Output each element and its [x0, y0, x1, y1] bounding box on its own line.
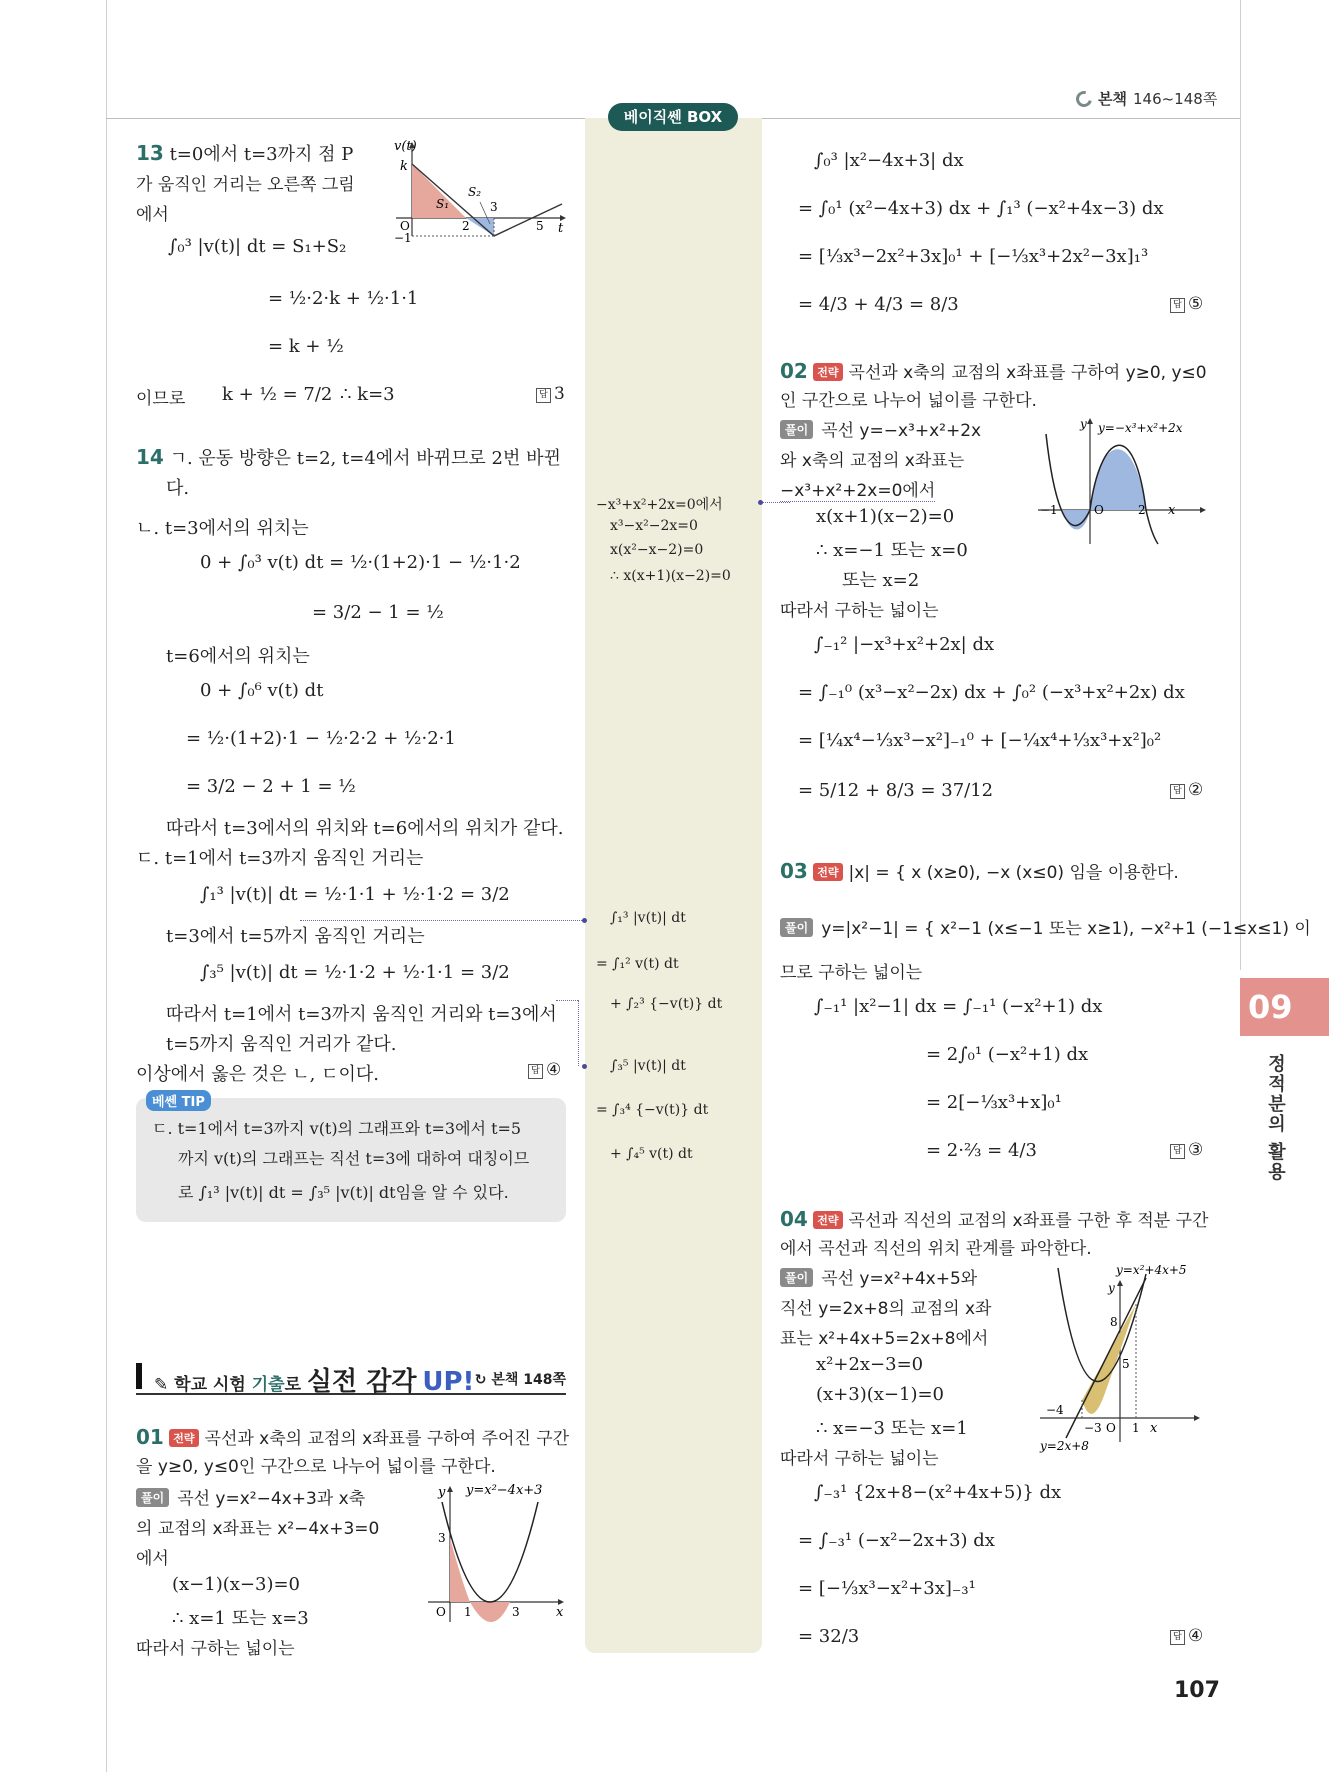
reference-arrow-icon: ↻: [474, 1372, 492, 1388]
p02-line: 곡선 y=−x³+x²+2x: [821, 421, 982, 441]
basic-box-column: [585, 118, 762, 1653]
p04-answer: [1170, 1626, 1203, 1646]
box-note: ∴ x(x+1)(x−2)=0: [610, 568, 731, 584]
x-axis-label: x: [1168, 503, 1176, 518]
p01-equation: ∫₀³ |x²−4x+3| dx: [814, 150, 964, 171]
y-intercept-8-label: 8: [1110, 1315, 1118, 1329]
page-right-border: [1240, 0, 1241, 970]
p14-line: t=3에서 t=5까지 움직인 거리는: [166, 926, 425, 947]
p14-equation: ∫₁³ |v(t)| dt = ½·1·1 + ½·1·2 = 3/2: [200, 884, 510, 905]
answer-mark-icon: 답: [1170, 298, 1185, 313]
p03-equation: = 2[−⅓x³+x]₀¹: [926, 1092, 1062, 1113]
section-header: [136, 1355, 566, 1395]
connector-line: [300, 920, 584, 921]
p03-line: 므로 구하는 넓이는: [780, 963, 923, 983]
connector-line: [760, 502, 790, 503]
box-note: x³−x²−2x=0: [610, 518, 698, 534]
box-note: = ∫₃⁴ {−v(t)} dt: [596, 1102, 709, 1118]
p02-strategy: 곡선과 x축의 교점의 x좌표를 구하여 y≥0, y≤0: [848, 363, 1207, 383]
p14-line: 따라서 t=3에서의 위치와 t=6에서의 위치가 같다.: [166, 818, 564, 839]
p01-line: ∴ x=1 또는 x=3: [172, 1608, 309, 1629]
p14-line: 이상에서 옳은 것은 ㄴ, ㄷ이다.: [136, 1064, 379, 1085]
p14-line: ㄷ. t=1에서 t=3까지 움직인 거리는: [136, 848, 424, 869]
origin-label: O: [436, 1605, 446, 1619]
p01-equation: = ∫₀¹ (x²−4x+3) dx + ∫₁³ (−x²+4x−3) dx: [798, 198, 1164, 219]
origin-label: O: [400, 219, 410, 233]
connector-line: [578, 1000, 579, 1066]
x-axis-label: x: [1150, 1421, 1158, 1436]
p14-equation: 0 + ∫₀⁶ v(t) dt: [200, 680, 324, 701]
s2-label: S₂: [468, 185, 482, 199]
origin-label: O: [1094, 503, 1104, 517]
tip-badge: 베쎈 TIP: [146, 1090, 211, 1111]
x-axis-arrow-icon: [1200, 507, 1206, 513]
p02-equation: = 5/12 + 8/3 = 37/12: [798, 780, 994, 801]
curve-label: y=−x³+x²+2x: [1098, 421, 1183, 435]
box-note: ∫₃⁵ |v(t)| dt: [610, 1058, 686, 1074]
connector-dot: [582, 1064, 587, 1069]
box-note: −x³+x²+2x=0에서: [596, 497, 723, 513]
s1-label: S₁: [436, 197, 450, 211]
section-title-part: 학교 시험: [174, 1375, 246, 1395]
p01-answer: [1170, 294, 1203, 314]
y-axis-arrow-icon: [1117, 1280, 1123, 1286]
strategy-tag: 전략: [813, 363, 842, 381]
p02-line: 따라서 구하는 넓이는: [780, 601, 939, 621]
solution-tag: 풀이: [780, 918, 813, 937]
problem-number: 13: [136, 141, 164, 165]
answer-mark-icon: 답: [1170, 1630, 1185, 1645]
x-axis-arrow-icon: [1194, 1415, 1200, 1421]
root-minus-1-label: −1: [1040, 503, 1058, 517]
p01-equation: = [⅓x³−2x²+3x]₀¹ + [−⅓x³+2x²−3x]₁³: [798, 246, 1149, 267]
box-note: ∫₁³ |v(t)| dt: [610, 910, 686, 926]
box-note: x(x²−x−2)=0: [610, 542, 704, 558]
p03-strategy: |x| = { x (x≥0), −x (x≤0) 임을 이용한다.: [848, 863, 1179, 883]
y-axis-label: y: [438, 1485, 446, 1500]
p14-line: ㄴ. t=3에서의 위치는: [136, 518, 309, 539]
p14-answer-value: ④: [546, 1060, 562, 1080]
section-title: [154, 1361, 474, 1398]
area-region: [450, 1538, 470, 1602]
answer-mark-icon: 답: [528, 1064, 543, 1079]
p04-strategy: 에서 곡선과 직선의 위치 관계를 파악한다.: [780, 1239, 1092, 1259]
p14-line: t=5까지 움직인 거리가 같다.: [166, 1034, 397, 1055]
curve-label: y=x²−4x+3: [466, 1483, 543, 1498]
p04-equation: = ∫₋₃¹ (−x²−2x+3) dx: [798, 1530, 995, 1551]
p01-line: 의 교점의 x좌표는 x²−4x+3=0: [136, 1519, 380, 1539]
connector-line: [556, 1000, 578, 1001]
solution-tag: 풀이: [136, 1488, 169, 1507]
p14-line: t=6에서의 위치는: [166, 646, 310, 667]
origin-label: O: [1106, 1421, 1116, 1435]
p14-line: 다.: [166, 478, 190, 499]
problem-number: 04: [780, 1207, 808, 1231]
curve-label: y=x²+4x+5: [1116, 1263, 1187, 1277]
p02-equation: = ∫₋₁⁰ (x³−x²−2x) dx + ∫₀² (−x³+x²+2x) dx: [798, 682, 1185, 703]
p02-line: ∴ x=−1 또는 x=0: [816, 540, 968, 561]
p02-line: x(x+1)(x−2)=0: [816, 506, 955, 527]
p02-answer-value: ②: [1188, 780, 1204, 800]
tick-3-label: 3: [490, 200, 498, 214]
root-1-label: 1: [464, 1605, 472, 1619]
v-label: v(t): [394, 139, 417, 154]
p03-equation: ∫₋₁¹ |x²−1| dx = ∫₋₁¹ (−x²+1) dx: [814, 996, 1103, 1017]
p14-equation: = ½·(1+2)·1 − ½·2·2 + ½·2·1: [186, 728, 456, 749]
solution-tag: 풀이: [780, 1268, 813, 1287]
header-ref-label: 본책: [1098, 90, 1127, 108]
s2-region: [466, 218, 494, 236]
p13-velocity-graph: [386, 138, 576, 248]
y-axis-label: y: [1108, 1281, 1115, 1295]
section-ref-text: 본책 148쪽: [491, 1372, 566, 1388]
chapter-tab: 09: [1240, 978, 1329, 1036]
p03-equation: = 2∫₀¹ (−x²+1) dx: [926, 1044, 1089, 1065]
section-bar: [136, 1363, 142, 1389]
p14-line: ㄱ. 운동 방향은 t=2, t=4에서 바뀌므로 2번 바뀐: [169, 448, 561, 469]
box-note: + ∫₂³ {−v(t)} dt: [610, 996, 723, 1012]
strategy-tag: 전략: [169, 1429, 198, 1447]
tip-line: 로 ∫₁³ |v(t)| dt = ∫₃⁵ |v(t)| dt임을 알 수 있다.: [178, 1183, 509, 1202]
p13-equation: ∫₀³ |v(t)| dt = S₁+S₂: [168, 236, 347, 257]
p03-answer-value: ③: [1188, 1140, 1204, 1160]
tip-line: 까지 v(t)의 그래프는 직선 t=3에 대하여 대칭이므: [178, 1149, 530, 1168]
k-label: k: [400, 159, 408, 174]
x-axis-label: x: [556, 1605, 564, 1620]
section-title-part: 로: [284, 1375, 301, 1395]
p03-answer: [1170, 1140, 1203, 1160]
answer-mark-icon: 답: [1170, 1144, 1185, 1159]
area-region-positive: [1090, 449, 1146, 510]
t-axis-label: t: [558, 221, 564, 236]
problem-number: 14: [136, 445, 164, 469]
root-2-label: 2: [1138, 503, 1146, 517]
p04-strategy: 곡선과 직선의 교점의 x좌표를 구한 후 적분 구간: [848, 1211, 1209, 1231]
p02-line: 와 x축의 교점의 x좌표는: [780, 451, 965, 471]
root-minus-3-label: −3: [1084, 1421, 1102, 1435]
p04-equation: ∫₋₃¹ {2x+8−(x²+4x+5)} dx: [814, 1482, 1062, 1503]
tip-line: ㄷ. t=1에서 t=3까지 v(t)의 그래프와 t=3에서 t=5: [152, 1119, 522, 1138]
p03-equation: = 2·⅔ = 4/3: [926, 1140, 1037, 1161]
p02-cubic-graph: [1034, 414, 1214, 548]
y-intercept-5-label: 5: [1122, 1357, 1130, 1371]
p01-strategy: 을 y≥0, y≤0인 구간으로 나누어 넓이를 구한다.: [136, 1457, 496, 1477]
answer-mark-icon: 답: [536, 388, 551, 403]
header-ref-pages: 146~148쪽: [1132, 90, 1218, 108]
header-reference: [1076, 88, 1217, 109]
p14-line: 따라서 t=1에서 t=3까지 움직인 거리와 t=3에서: [166, 1004, 557, 1025]
connector-dot: [582, 918, 587, 923]
area-region: [470, 1602, 510, 1622]
y-axis-label: y: [1080, 417, 1087, 431]
minus-one-label: −1: [394, 231, 412, 245]
p13-equation: = k + ½: [268, 336, 344, 357]
tick-minus-4-label: −4: [1046, 1403, 1064, 1417]
p13-equation: = ½·2·k + ½·1·1: [268, 288, 419, 309]
chapter-title: 정적분의 활용: [1265, 1054, 1286, 1183]
p03-line: y=|x²−1| = { x²−1 (x≤−1 또는 x≥1), −x²+1 (−1≤x≤1) 이: [821, 919, 1311, 939]
p02-equation: ∫₋₁² |−x³+x²+2x| dx: [814, 634, 995, 655]
p02-line: 또는 x=2: [842, 570, 920, 591]
p13-answer-value: 3: [554, 384, 565, 404]
p13-line: 이므로: [136, 389, 186, 409]
p04-line: ∴ x=−3 또는 x=1: [816, 1418, 968, 1439]
p13-answer: [536, 384, 565, 404]
p04-line: (x+3)(x−1)=0: [816, 1384, 944, 1405]
box-note: + ∫₄⁵ v(t) dt: [610, 1146, 693, 1162]
p14-equation: 0 + ∫₀³ v(t) dt = ½·(1+2)·1 − ½·1·2: [200, 552, 521, 573]
problem-number: 01: [136, 1425, 164, 1449]
strategy-tag: 전략: [813, 1211, 842, 1229]
root-1-label: 1: [1132, 1421, 1140, 1435]
p01-line: 따라서 구하는 넓이는: [136, 1639, 295, 1659]
basic-box-badge: 베이직쎈 BOX: [608, 103, 738, 131]
y-axis-arrow-icon: [1087, 418, 1093, 424]
p02-answer: [1170, 780, 1203, 800]
p01-strategy: 곡선과 x축의 교점의 x좌표를 구하여 주어진 구간: [204, 1429, 570, 1449]
line-label: y=2x+8: [1040, 1439, 1089, 1453]
p01-answer-value: ⑤: [1188, 294, 1204, 314]
p01-equation: = 4/3 + 4/3 = 8/3: [798, 294, 959, 315]
p14-equation: = 3/2 − 2 + 1 = ½: [186, 776, 356, 797]
strategy-tag: 전략: [813, 863, 842, 881]
p13-conclusion: ∴ k=3: [340, 384, 395, 405]
p13-line: 가 움직인 거리는 오른쪽 그림: [136, 175, 355, 195]
section-title-part: 기출: [251, 1375, 285, 1395]
p04-parabola-line-graph: [1036, 1262, 1216, 1454]
reference-arrow-icon: [1073, 88, 1095, 110]
p04-line: 따라서 구하는 넓이는: [780, 1449, 939, 1469]
solution-tag: 풀이: [780, 420, 813, 439]
root-3-label: 3: [512, 1605, 520, 1619]
p13-line: t=0에서 t=3까지 점 P: [169, 144, 354, 165]
page-left-border: [106, 0, 107, 1772]
p01-line: 곡선 y=x²−4x+3과 x축: [177, 1489, 366, 1509]
p14-equation: = 3/2 − 1 = ½: [312, 602, 444, 623]
section-title-part: UP!: [422, 1367, 475, 1397]
p02-equation: = [¼x⁴−⅓x³−x²]₋₁⁰ + [−¼x⁴+⅓x³+x²]₀²: [798, 730, 1162, 751]
page-number: 107: [1174, 1678, 1220, 1703]
p04-line: x²+2x−3=0: [816, 1354, 924, 1375]
section-reference: [475, 1369, 566, 1389]
p04-answer-value: ④: [1188, 1626, 1204, 1646]
box-note: = ∫₁² v(t) dt: [596, 956, 679, 972]
pencil-note-icon: ✎: [154, 1375, 169, 1395]
p01-line: (x−1)(x−3)=0: [172, 1574, 300, 1595]
tick-5-label: 5: [536, 219, 544, 233]
problem-number: 03: [780, 859, 808, 883]
y-axis-arrow-icon: [447, 1486, 453, 1492]
p14-equation: ∫₃⁵ |v(t)| dt = ½·1·2 + ½·1·1 = 3/2: [200, 962, 510, 983]
p04-line: 직선 y=2x+8의 교점의 x좌: [780, 1299, 992, 1319]
p01-parabola-graph: [424, 1482, 570, 1626]
p02-strategy: 인 구간으로 나누어 넓이를 구한다.: [780, 391, 1037, 411]
y-intercept-label: 3: [438, 1531, 446, 1545]
p04-line: 표는 x²+4x+5=2x+8에서: [780, 1329, 989, 1349]
p01-line: 에서: [136, 1549, 169, 1569]
section-title-part: 실전 감각: [306, 1367, 417, 1397]
p02-line: −x³+x²+2x=0에서: [780, 476, 935, 502]
p04-equation: = 32/3: [798, 1626, 860, 1647]
connector-dot: [758, 500, 763, 505]
problem-number: 02: [780, 359, 808, 383]
p13-line: 에서: [136, 205, 169, 225]
p14-answer: [528, 1060, 561, 1080]
p13-equation: k + ½ = 7/2: [222, 384, 333, 405]
tick-2-label: 2: [462, 219, 470, 233]
p04-equation: = [−⅓x³−x²+3x]₋₃¹: [798, 1578, 976, 1599]
p04-line: 곡선 y=x²+4x+5와: [821, 1269, 978, 1289]
answer-mark-icon: 답: [1170, 784, 1185, 799]
